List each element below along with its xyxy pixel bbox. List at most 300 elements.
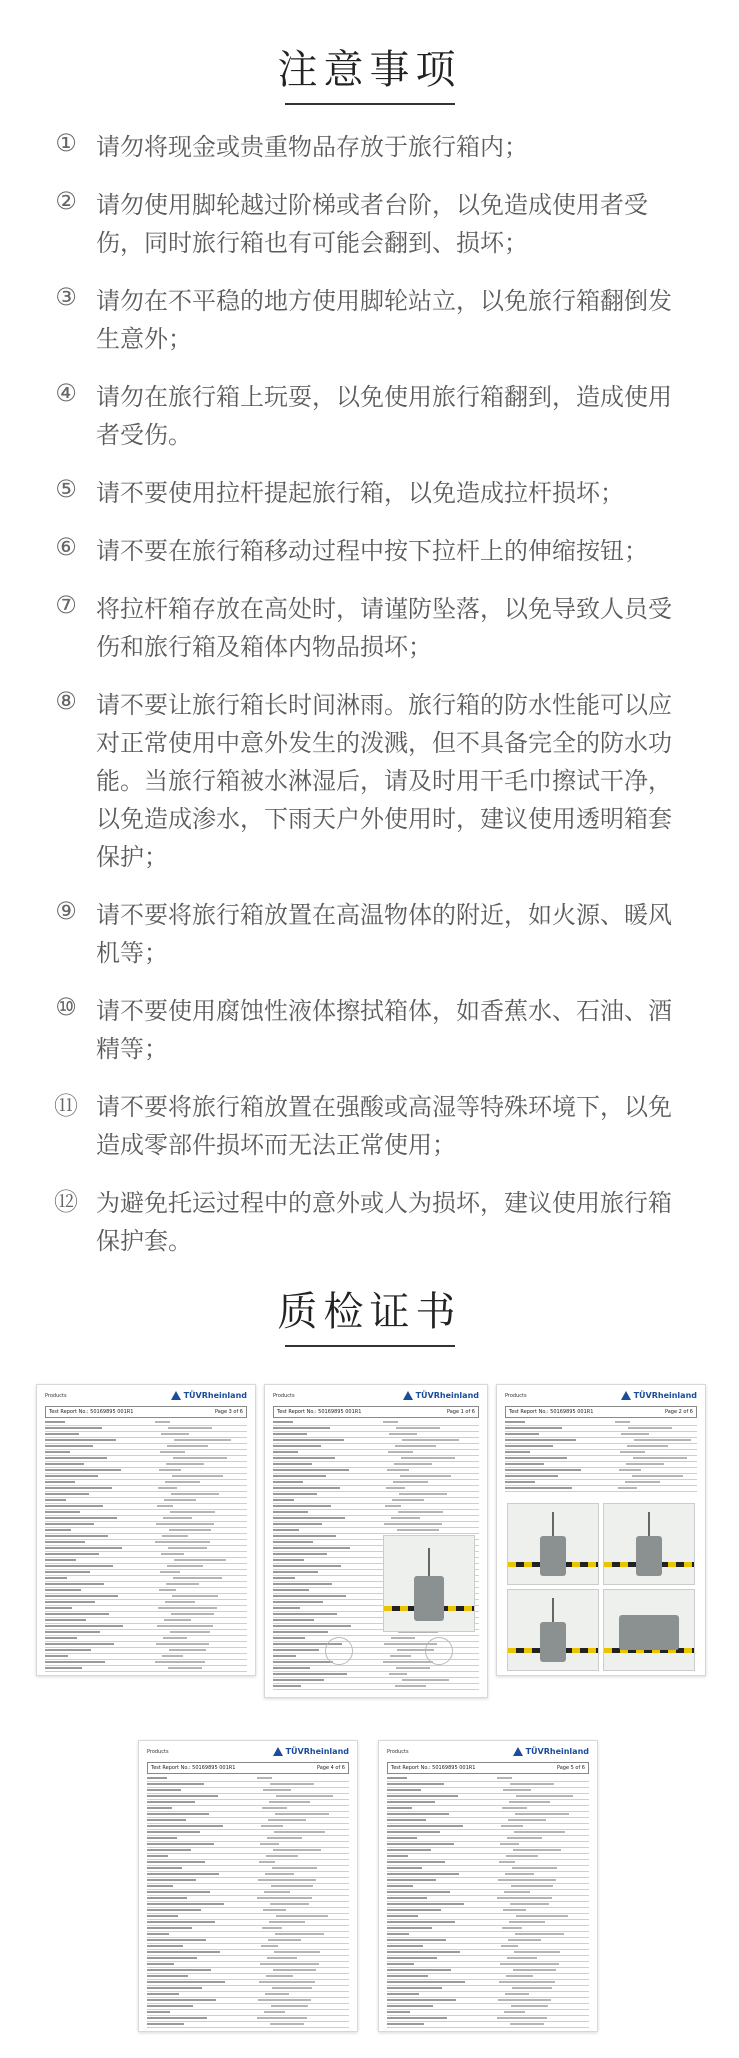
- doc-row-text: [147, 1897, 187, 1899]
- doc-row-text: [147, 1819, 186, 1821]
- doc-row-value: [162, 1535, 188, 1537]
- doc-row-text: [505, 1427, 562, 1429]
- tuv-triangle-icon: [403, 1391, 413, 1400]
- doc-row-text: [147, 1891, 210, 1893]
- doc-page-number: Page 2 of 6: [664, 1409, 693, 1415]
- doc-row-text: [147, 2011, 170, 2013]
- doc-row-value: [155, 1541, 210, 1543]
- doc-row-value: [498, 1999, 551, 2001]
- doc-row-text: [45, 1667, 82, 1669]
- doc-row-text: [45, 1601, 95, 1603]
- notice-text: 请勿将现金或贵重物品存放于旅行箱内；: [96, 133, 528, 161]
- doc-row-value: [497, 1897, 552, 1899]
- notice-item: [48, 128, 688, 166]
- doc-row-value: [274, 1951, 320, 1953]
- doc-row-text: [387, 1819, 426, 1821]
- doc-row-value: [383, 1661, 433, 1663]
- notice-item: [48, 532, 688, 570]
- doc-page-number: Page 1 of 6: [446, 1409, 475, 1415]
- doc-page-number: Page 3 of 6: [214, 1409, 243, 1415]
- doc-row-value: [387, 1469, 409, 1471]
- doc-row-text: [147, 1861, 205, 1863]
- notice-item: [48, 896, 688, 972]
- doc-row-text: [45, 1517, 117, 1519]
- doc-row-value: [501, 1825, 523, 1827]
- tuv-logo: [403, 1391, 479, 1400]
- doc-row-text: [147, 1789, 181, 1791]
- doc-row-text: [45, 1487, 112, 1489]
- doc-row-value: [618, 1487, 637, 1489]
- doc-row-text: [387, 1951, 460, 1953]
- doc-row-value: [263, 1789, 291, 1791]
- doc-row-text: [45, 1421, 65, 1423]
- doc-row-text: [273, 1673, 347, 1675]
- doc-row-value: [165, 1481, 200, 1483]
- doc-row-text: [387, 1927, 432, 1929]
- tuv-logo: [171, 1391, 247, 1400]
- notices-title: [0, 38, 739, 105]
- doc-row-value: [257, 1897, 312, 1899]
- doc-row-text: [45, 1625, 123, 1627]
- doc-row-value: [503, 1909, 526, 1911]
- doc-report-bar: [147, 1762, 349, 1774]
- doc-row-text: [45, 1463, 84, 1465]
- doc-row-value: [391, 1517, 420, 1519]
- doc-row-value: [259, 1981, 315, 1983]
- doc-row-value: [514, 1951, 560, 1953]
- doc-row-value: [266, 1855, 298, 1857]
- doc-row-value: [173, 1577, 222, 1579]
- doc-row-value: [162, 1655, 183, 1657]
- doc-row-value: [516, 1795, 573, 1797]
- doc-row-text: [147, 1795, 218, 1797]
- doc-row-text: [387, 1867, 422, 1869]
- doc-row-text: [387, 1963, 414, 1965]
- doc-row-text: [387, 1933, 409, 1935]
- doc-row-value: [163, 1517, 192, 1519]
- notice-number: ⑨: [55, 897, 77, 925]
- notice-item: [48, 186, 688, 262]
- doc-row-text: [273, 1451, 298, 1453]
- doc-row-value: [158, 1607, 217, 1609]
- doc-row-value: [161, 1433, 189, 1435]
- doc-row-value: [156, 1643, 209, 1645]
- doc-row-value: [157, 1505, 173, 1507]
- doc-row-text: [45, 1631, 100, 1633]
- doc-row-text: [45, 1457, 107, 1459]
- doc-row-text: [273, 1463, 312, 1465]
- doc-row-value: [625, 1481, 660, 1483]
- doc-row-value: [272, 1867, 317, 1869]
- doc-row-text: [505, 1457, 567, 1459]
- doc-row-value: [513, 1969, 556, 1971]
- report-page-5: [378, 1740, 598, 2032]
- doc-row-value: [172, 1595, 218, 1597]
- doc-row-value: [498, 1879, 556, 1881]
- doc-row-text: [45, 1565, 113, 1567]
- doc-row-text: [273, 1475, 326, 1477]
- doc-row-value: [270, 2023, 304, 2025]
- doc-row-text: [45, 1655, 68, 1657]
- doc-row-value: [400, 1475, 451, 1477]
- doc-row-text: [387, 1777, 407, 1779]
- doc-row-value: [402, 1439, 459, 1441]
- doc-row-text: [45, 1469, 121, 1471]
- suitcase-handle: [552, 1598, 554, 1622]
- doc-row-value: [509, 1921, 545, 1923]
- doc-table: [387, 1776, 589, 2028]
- doc-row-value: [396, 1667, 430, 1669]
- doc-row-text: [45, 1595, 118, 1597]
- doc-row-text: [45, 1535, 108, 1537]
- doc-row-text: [387, 1873, 459, 1875]
- doc-row-value: [269, 1921, 305, 1923]
- doc-row-text: [45, 1643, 114, 1645]
- doc-row-value: [166, 1463, 204, 1465]
- doc-row-value: [170, 1631, 210, 1633]
- doc-row-text: [387, 1795, 458, 1797]
- doc-row-text: [147, 1939, 206, 1941]
- certificate-title-text: 质检证书: [277, 1289, 462, 1335]
- suitcase-body: [540, 1536, 566, 1576]
- doc-row-text: [273, 1553, 327, 1555]
- doc-row-value: [257, 1777, 272, 1779]
- signature-stamp: [325, 1637, 353, 1665]
- doc-table-row: [273, 1684, 479, 1690]
- doc-row-text: [273, 1667, 310, 1669]
- doc-row-text: [505, 1481, 535, 1483]
- doc-row-value: [264, 2011, 285, 2013]
- certificate-documents: [0, 1370, 739, 2050]
- suitcase-handle: [648, 1512, 650, 1536]
- doc-row-value: [259, 1861, 275, 1863]
- doc-page-number: Page 5 of 6: [556, 1765, 585, 1771]
- doc-row-value: [169, 1649, 206, 1651]
- doc-row-text: [45, 1481, 75, 1483]
- doc-row-text: [147, 1831, 200, 1833]
- doc-row-text: [387, 1993, 419, 1995]
- doc-row-value: [257, 2017, 307, 2019]
- doc-row-text: [45, 1571, 90, 1573]
- doc-row-text: [273, 1631, 328, 1633]
- doc-table: [505, 1420, 697, 1492]
- doc-row-text: [273, 1427, 330, 1429]
- doc-row-text: [387, 1939, 446, 1941]
- signature-stamp: [425, 1637, 453, 1665]
- doc-row-value: [267, 1957, 297, 1959]
- doc-row-text: [505, 1451, 530, 1453]
- doc-row-value: [155, 1421, 170, 1423]
- title-underline: [285, 103, 455, 105]
- doc-row-value: [510, 2023, 544, 2025]
- doc-products-label: Products: [147, 1748, 169, 1755]
- doc-header: [379, 1741, 597, 1760]
- doc-row-text: [45, 1547, 122, 1549]
- tuv-brand-text: TÜVRheinland: [183, 1391, 247, 1400]
- doc-row-value: [391, 1637, 415, 1639]
- doc-row-value: [499, 1981, 555, 1983]
- doc-row-value: [394, 1463, 432, 1465]
- doc-row-value: [510, 1783, 554, 1785]
- report-page-4: [138, 1740, 358, 2032]
- notice-text: 将拉杆箱存放在高处时，请谨防坠落，以免导致人员受伤和旅行箱及箱体内物品损坏；: [96, 595, 672, 661]
- doc-row-value: [510, 1903, 549, 1905]
- doc-header: [139, 1741, 357, 1760]
- doc-report-number: Test Report No.: 50169895 001R1: [49, 1409, 134, 1415]
- doc-row-text: [273, 1511, 308, 1513]
- notice-text: 请不要使用腐蚀性液体擦拭箱体，如香蕉水、石油、酒精等；: [96, 997, 672, 1063]
- notice-item: [48, 1088, 688, 1164]
- doc-page-number: Page 4 of 6: [316, 1765, 345, 1771]
- doc-row-text: [387, 1891, 450, 1893]
- doc-row-text: [147, 1933, 169, 1935]
- doc-row-value: [273, 1849, 321, 1851]
- notice-item: [48, 282, 688, 358]
- doc-row-value: [628, 1427, 672, 1429]
- doc-row-value: [502, 1927, 522, 1929]
- doc-row-value: [155, 1661, 205, 1663]
- doc-row-text: [387, 1789, 421, 1791]
- doc-row-value: [514, 1831, 565, 1833]
- doc-row-text: [45, 1649, 91, 1651]
- doc-row-text: [45, 1619, 86, 1621]
- report-page-2: [496, 1384, 706, 1676]
- doc-row-text: [45, 1523, 94, 1525]
- doc-row-value: [274, 1831, 325, 1833]
- doc-row-value: [513, 1849, 561, 1851]
- doc-row-value: [383, 1421, 398, 1423]
- doc-row-value: [512, 1867, 557, 1869]
- doc-row-value: [270, 1903, 309, 1905]
- doc-row-text: [147, 1915, 178, 1917]
- doc-row-text: [147, 1843, 214, 1845]
- doc-row-text: [273, 1649, 319, 1651]
- doc-row-text: [505, 1475, 558, 1477]
- doc-row-value: [271, 1885, 313, 1887]
- doc-row-text: [45, 1553, 99, 1555]
- doc-row-text: [45, 1577, 67, 1579]
- doc-row-value: [265, 1993, 289, 1995]
- doc-row-text: [387, 2011, 410, 2013]
- doc-row-value: [390, 1655, 411, 1657]
- doc-row-text: [147, 1909, 201, 1911]
- doc-row-text: [273, 1577, 295, 1579]
- doc-row-text: [147, 1945, 183, 1947]
- doc-row-value: [163, 1637, 187, 1639]
- doc-row-value: [503, 1789, 531, 1791]
- doc-row-text: [45, 1559, 76, 1561]
- doc-row-value: [497, 1777, 512, 1779]
- doc-table: [45, 1420, 247, 1672]
- notice-item: [48, 686, 688, 876]
- doc-row-text: [273, 1589, 309, 1591]
- doc-row-text: [147, 2023, 184, 2025]
- doc-row-text: [147, 1885, 173, 1887]
- notice-item: [48, 1184, 688, 1260]
- doc-row-text: [273, 1445, 321, 1447]
- doc-row-text: [505, 1487, 572, 1489]
- doc-row-text: [273, 1481, 303, 1483]
- doc-row-text: [387, 1801, 435, 1803]
- doc-row-text: [45, 1529, 71, 1531]
- doc-row-text: [505, 1439, 576, 1441]
- doc-row-text: [387, 1831, 440, 1833]
- doc-row-text: [147, 1951, 220, 1953]
- doc-row-value: [504, 1891, 530, 1893]
- tuv-brand-text: TÜVRheinland: [525, 1747, 589, 1756]
- doc-row-text: [273, 1613, 337, 1615]
- notice-text: 请不要让旅行箱长时间淋雨。旅行箱的防水性能可以应对正常使用中意外发生的泼溅，但不具备完全的防水功能。当旅行箱被水淋湿后，请及时用干毛巾擦试干净，以免造成渗水，下雨天户外使用时，建议使用透明箱套保护；: [96, 691, 672, 871]
- doc-row-text: [387, 1783, 444, 1785]
- doc-row-text: [387, 1903, 464, 1905]
- notice-number: ③: [55, 283, 77, 311]
- doc-row-value: [174, 1559, 226, 1561]
- doc-row-text: [45, 1439, 116, 1441]
- doc-row-value: [271, 2005, 308, 2007]
- doc-row-text: [45, 1427, 102, 1429]
- doc-row-text: [387, 1987, 442, 1989]
- certificate-title: [0, 1280, 739, 1347]
- doc-row-text: [387, 1921, 455, 1923]
- doc-row-text: [45, 1475, 98, 1477]
- doc-row-value: [515, 1813, 569, 1815]
- doc-row-value: [273, 1969, 316, 1971]
- doc-row-text: [273, 1541, 313, 1543]
- doc-row-value: [386, 1487, 405, 1489]
- tuv-triangle-icon: [171, 1391, 181, 1400]
- doc-row-text: [147, 1801, 195, 1803]
- doc-row-text: [273, 1523, 322, 1525]
- doc-row-text: [273, 1547, 350, 1549]
- doc-report-bar: [45, 1406, 247, 1418]
- doc-row-text: [387, 2005, 433, 2007]
- doc-row-text: [45, 1541, 85, 1543]
- doc-row-value: [172, 1475, 223, 1477]
- notice-number: ⑥: [55, 533, 77, 561]
- doc-row-text: [273, 1433, 307, 1435]
- doc-row-text: [387, 1807, 412, 1809]
- doc-row-text: [147, 1873, 219, 1875]
- doc-row-value: [167, 1565, 203, 1567]
- notice-number: ④: [55, 379, 77, 407]
- doc-row-text: [273, 1529, 299, 1531]
- doc-table-row: [45, 1666, 247, 1672]
- doc-row-text: [273, 1439, 344, 1441]
- doc-row-text: [387, 1969, 451, 1971]
- doc-row-text: [147, 1783, 204, 1785]
- doc-row-text: [273, 1571, 318, 1573]
- doc-row-value: [168, 1547, 207, 1549]
- doc-row-value: [393, 1481, 428, 1483]
- doc-row-value: [167, 1445, 208, 1447]
- doc-row-value: [169, 1529, 211, 1531]
- doc-report-number: Test Report No.: 50169895 001R1: [509, 1409, 594, 1415]
- doc-row-value: [620, 1451, 645, 1453]
- doc-row-value: [507, 1957, 537, 1959]
- doc-row-value: [158, 1487, 177, 1489]
- doc-row-text: [273, 1685, 301, 1687]
- notice-item: [48, 992, 688, 1068]
- doc-row-value: [506, 1975, 533, 1977]
- doc-products-label: Products: [45, 1392, 67, 1399]
- doc-row-text: [273, 1619, 314, 1621]
- doc-row-text: [387, 1909, 441, 1911]
- doc-row-value: [164, 1619, 191, 1621]
- doc-row-value: [500, 1843, 519, 1845]
- doc-header: [497, 1385, 705, 1404]
- doc-row-text: [273, 1421, 293, 1423]
- doc-row-text: [147, 1825, 223, 1827]
- doc-row-text: [505, 1469, 581, 1471]
- doc-table-row: [147, 2022, 349, 2028]
- doc-row-text: [387, 1945, 423, 1947]
- doc-row-value: [261, 1825, 283, 1827]
- suitcase-handle: [552, 1512, 554, 1536]
- doc-row-text: [45, 1589, 81, 1591]
- notice-item: [48, 590, 688, 666]
- doc-row-value: [264, 1891, 290, 1893]
- doc-row-value: [160, 1571, 180, 1573]
- doc-report-bar: [505, 1406, 697, 1418]
- doc-row-text: [273, 1493, 317, 1495]
- doc-row-value: [508, 1939, 541, 1941]
- doc-row-value: [395, 1685, 426, 1687]
- suitcase-photo: [383, 1535, 475, 1632]
- tuv-logo: [273, 1747, 349, 1756]
- doc-row-text: [147, 1999, 216, 2001]
- doc-products-label: Products: [387, 1748, 409, 1755]
- doc-row-value: [396, 1427, 440, 1429]
- doc-row-value: [385, 1505, 401, 1507]
- doc-row-value: [171, 1613, 214, 1615]
- doc-row-text: [273, 1655, 296, 1657]
- doc-row-value: [160, 1451, 185, 1453]
- tuv-logo: [513, 1747, 589, 1756]
- doc-report-bar: [273, 1406, 479, 1418]
- report-page-3: [36, 1384, 256, 1676]
- notice-text: 请不要将旅行箱放置在强酸或高湿等特殊环境下，以免造成零部件损坏而无法正常使用；: [96, 1093, 672, 1159]
- doc-row-text: [45, 1637, 77, 1639]
- doc-row-value: [516, 1915, 568, 1917]
- doc-row-text: [273, 1517, 345, 1519]
- doc-row-text: [45, 1505, 103, 1507]
- doc-row-text: [147, 1993, 179, 1995]
- notice-number: ⑩: [55, 993, 77, 1021]
- doc-row-value: [258, 1879, 316, 1881]
- doc-row-text: [273, 1625, 351, 1627]
- doc-row-value: [276, 1795, 333, 1797]
- doc-row-text: [45, 1493, 89, 1495]
- doc-row-text: [45, 1511, 80, 1513]
- doc-row-value: [401, 1457, 455, 1459]
- doc-row-value: [265, 1873, 294, 1875]
- doc-row-value: [159, 1589, 176, 1591]
- doc-row-value: [268, 1819, 306, 1821]
- doc-row-value: [397, 1529, 439, 1531]
- notices-list: [48, 128, 688, 1280]
- notice-number: ⑧: [55, 687, 77, 715]
- doc-row-value: [497, 2017, 547, 2019]
- doc-row-value: [171, 1493, 219, 1495]
- doc-row-value: [262, 1927, 282, 1929]
- doc-row-value: [260, 1963, 319, 1965]
- notice-number: ⑤: [55, 475, 77, 503]
- doc-row-text: [273, 1661, 333, 1663]
- suitcase-body: [540, 1622, 566, 1662]
- doc-row-text: [273, 1505, 331, 1507]
- doc-row-text: [147, 1867, 182, 1869]
- doc-row-text: [273, 1601, 323, 1603]
